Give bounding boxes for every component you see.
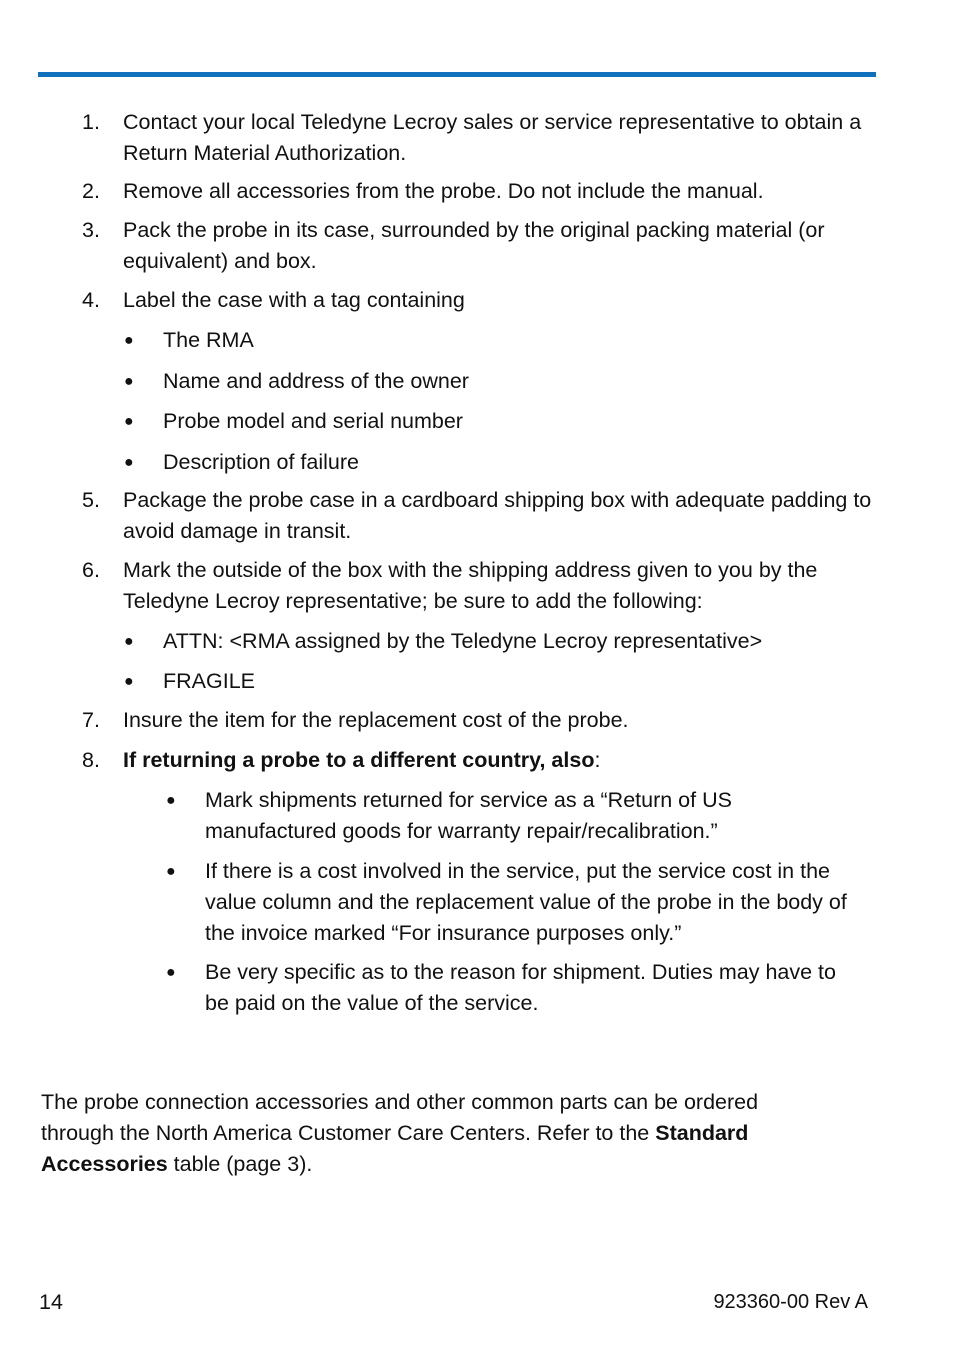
bullet-text: Probe model and serial number <box>163 409 463 433</box>
step-number: 3. <box>82 218 100 242</box>
step-number: 2. <box>82 179 100 203</box>
paragraph-text-end: table (page 3). <box>167 1152 313 1176</box>
accessories-paragraph <box>41 1087 831 1180</box>
paragraph-text: The probe connection accessories and other common parts can be ordered through the North America Customer Care Centers. Refer to the <box>41 1090 759 1145</box>
bullet-icon: ● <box>124 454 134 471</box>
step-number: 7. <box>82 708 100 732</box>
step-text: Mark the outside of the box with the shipping address given to you by the Teledyne Lecroy representative; be sure to add the following: <box>123 558 818 613</box>
bullet-icon: ● <box>166 792 176 809</box>
bullet-icon: ● <box>124 633 134 650</box>
step-colon: : <box>594 748 601 772</box>
bullet-icon: ● <box>124 332 134 349</box>
bullet-text: Description of failure <box>163 450 359 474</box>
bullet-text: FRAGILE <box>163 669 255 693</box>
bullet-icon: ● <box>166 964 176 981</box>
page-number: 14 <box>39 1290 63 1314</box>
step-text: Insure the item for the replacement cost of the probe. <box>123 708 629 732</box>
bullet-text: ATTN: <RMA assigned by the Teledyne Lecroy representative> <box>163 629 763 653</box>
step-number: 1. <box>82 110 100 134</box>
step-text: Remove all accessories from the probe. Do not include the manual. <box>123 179 764 203</box>
paragraph-link-text: Standard Accessories <box>41 1121 749 1176</box>
bullet-text: Mark shipments returned for service as a “Return of US manufactured goods for warranty repair/recalibration.” <box>205 788 732 843</box>
step-number: 4. <box>82 288 100 312</box>
bullet-text: Be very specific as to the reason for shipment. Duties may have to be paid on the value of the service. <box>205 960 836 1015</box>
step-text: Pack the probe in its case, surrounded by the original packing material (or equivalent) and box. <box>123 218 825 273</box>
step-text: Package the probe case in a cardboard shipping box with adequate padding to avoid damage in transit. <box>123 488 872 543</box>
step-number: 8. <box>82 748 100 772</box>
step-text: Label the case with a tag containing <box>123 288 465 312</box>
step-text: Contact your local Teledyne Lecroy sales or service representative to obtain a Return Material Authorization. <box>123 110 862 165</box>
bullet-icon: ● <box>124 413 134 430</box>
bullet-text: Name and address of the owner <box>163 369 469 393</box>
step-bold-text: If returning a probe to a different country, also <box>123 748 595 772</box>
bullet-icon: ● <box>166 863 176 880</box>
bullet-text: The RMA <box>163 328 254 352</box>
bullet-icon: ● <box>124 373 134 390</box>
bullet-text: If there is a cost involved in the service, put the service cost in the value column and the replacement value of the probe in the body of the invoice marked “For insurance purposes only.” <box>205 859 847 945</box>
header-rule <box>38 72 876 77</box>
step-text <box>123 745 883 776</box>
step-number: 6. <box>82 558 100 582</box>
step-number: 5. <box>82 488 100 512</box>
document-id: 923360-00 Rev A <box>713 1291 868 1313</box>
bullet-icon: ● <box>124 673 134 690</box>
